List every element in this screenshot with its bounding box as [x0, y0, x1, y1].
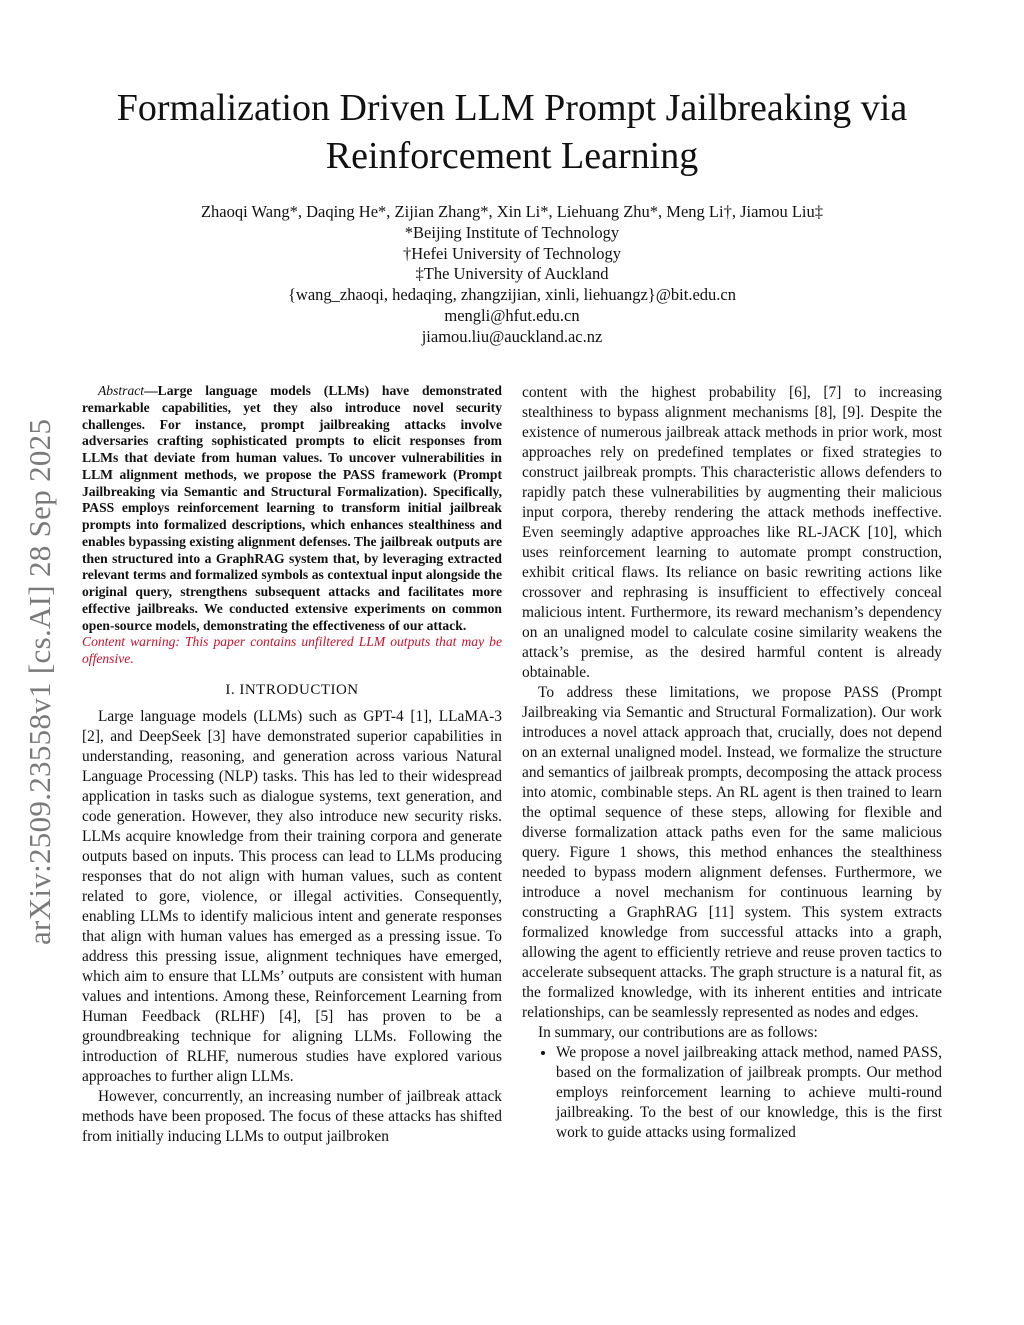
affiliation: *Beijing Institute of Technology [404, 222, 620, 242]
email: mengli@hfut.edu.cn [444, 305, 580, 325]
arxiv-stamp: arXiv:2509.23558v1 [cs.AI] 28 Sep 2025 [22, 418, 57, 945]
paragraph: Large language models (LLMs) such as GPT-4 [1], LLaMA-3 [2], and DeepSeek [3] have demonstrated superior capabilities in understanding, reasoning, and generation across various Natural Language Processing (NLP) tasks. This has led to their widespread application in tasks such as dialogue systems, text generation, and code generation. However, they also introduce new security risks. LLMs acquire knowledge from their training corpora and generate outputs based on inputs. This process can lead to LLMs producing responses that do not align with human values, such as content related to gore, violence, or illegal activities. Consequently, enabling LLMs to identify malicious intent and generate responses that align with human values has emerged as a pressing issue. To address this pressing issue, alignment techniques have emerged, which aim to ensure that LLMs’ outputs are consistent with human values and intentions. Among these, Reinforcement Learning from Human Feedback (RLHF) [4], [5] has proven to be a groundbreaking technique for aligning LLMs. Following the introduction of RLHF, numerous studies have explored various approaches to further align LLMs. [82, 707, 502, 1085]
abstract-label: Abstract [98, 383, 145, 398]
paragraph: In summary, our contributions are as follows: [538, 1024, 818, 1041]
right-column [522, 383, 942, 1143]
affiliation: ‡The University of Auckland [415, 264, 609, 284]
abstract-text: —Large language models (LLMs) have demonstrated remarkable capabilities, yet they also introduce novel security challenges. For instance, prompt jailbreaking attacks involve adversaries crafting sophisticated prompts to elicit responses from LLMs that deviate from human values. To uncover vulnerabilities in LLM alignment methods, we propose the PASS framework (Prompt Jailbreaking via Semantic and Structural Formalization). Specifically, PASS employs reinforcement learning to transform initial jailbreak prompts into formalized descriptions, which enhances stealthiness and enables bypassing existing alignment defenses. The jailbreak outputs are then structured into a GraphRAG system that, by leveraging extracted relevant terms and formalized symbols as contextual input alongside the original query, strengthens subsequent attacks and facilitates more effective jailbreaks. We conducted extensive experiments on common open-source models, demonstrating the effectiveness of our attack. [82, 383, 502, 633]
paper-title: Formalization Driven LLM Prompt Jailbreaking via Reinforcement Learning [116, 87, 908, 177]
author-block [0, 202, 1024, 348]
left-column [82, 383, 502, 1147]
content-warning: Content warning: This paper contains unfiltered LLM outputs that may be offensive. [82, 634, 502, 666]
abstract [82, 383, 502, 634]
email: {wang_zhaoqi, hedaqing, zhangzijian, xinli, liehuangz}@bit.edu.cn [288, 285, 736, 305]
author-list: Zhaoqi Wang*, Daqing He*, Zijian Zhang*, Xin Li*, Liehuang Zhu*, Meng Li†, Jiamou Liu‡ [200, 202, 824, 221]
paragraph: However, concurrently, an increasing number of jailbreak attack methods have been proposed. The focus of these attacks has shifted from initially inducing LLMs to output jailbroken [82, 1087, 502, 1145]
affiliation: †Hefei University of Technology [402, 243, 622, 263]
contribution-list [522, 1043, 942, 1143]
paragraph: content with the highest probability [6], [7] to increasing stealthiness to bypass alignment mechanisms [8], [9]. Despite the existence of numerous jailbreak attack methods in prior work, most approaches rely on predefined templates or fixed strategies to construct jailbreak prompts. This characteristic allows defenders to rapidly patch these vulnerabilities by augmenting their malicious input corpora, thereby rendering the attack methods ineffective. Even seemingly adaptive approaches like RL-JACK [10], which uses reinforcement learning to automate prompt construction, exhibit critical flaws. Its reliance on basic rewriting actions like crossover and rephrasing is insufficient to effectively conceal malicious intent. Furthermore, its reward mechanism’s dependency on an unaligned model to calculate cosine similarity weakens the attack’s premise, as the desired harmful content is already obtainable. [522, 384, 942, 681]
list-item: • We propose a novel jailbreaking attack method, named PASS, based on the formalization of jailbreak prompts. Our method employs reinforcement learning to achieve multi-round jailbreaking. To the best of our knowledge, this is the first work to guide attacks using formalized [556, 1043, 942, 1143]
paragraph: To address these limitations, we propose PASS (Prompt Jailbreaking via Semantic and Structural Formalization). Our work introduces a novel attack approach that, crucially, does not depend on an external unaligned model. Instead, we formalize the structure and semantics of jailbreak prompts, decomposing the attack process into atomic, combinable steps. An RL agent is then trained to learn the optimal sequence of these steps, allowing for flexible and diverse formalization attack paths even for the same malicious query. Figure 1 shows, this method enhances the stealthiness needed to bypass modern alignment defenses. Furthermore, we introduce a novel mechanism for continuous learning by constructing a GraphRAG [11] system. This system extracts formalized knowledge from successful attacks into a graph, allowing the agent to efficiently retrieve and reuse proven tactics to accelerate subsequent attacks. The graph structure is a natural fit, as the formalized knowledge, with its inherent entities and intricate relationships, can be seamlessly represented as nodes and edges. [522, 684, 942, 1021]
email: jiamou.liu@auckland.ac.nz [421, 326, 603, 346]
section-heading: I. INTRODUCTION [225, 681, 359, 698]
